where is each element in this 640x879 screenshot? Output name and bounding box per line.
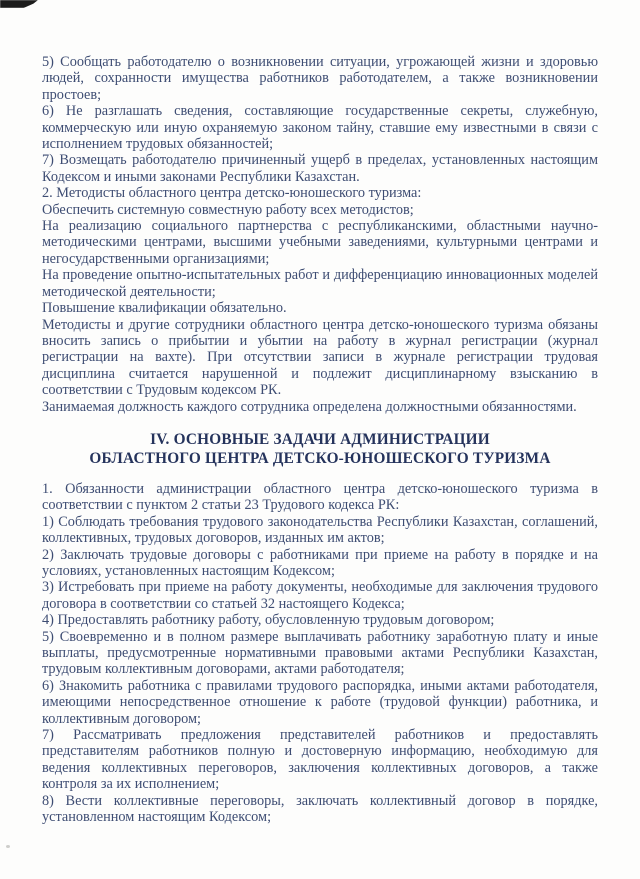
paragraph: 7) Возмещать работодателю причиненный ущерб в пределах, установленных настоящим Кодексом и иными законами Республики Казахстан.: [42, 152, 598, 185]
paragraph: 5) Сообщать работодателю о возникновении ситуации, угрожающей жизни и здоровью людей, сохранности имущества работников работодателем, а также возникновении простоев;: [42, 54, 598, 103]
scan-artifact-corner-mark: [0, 0, 38, 8]
document-content: [42, 54, 598, 825]
section-administration-duties: [42, 481, 598, 826]
paragraph: 3) Истребовать при приеме на работу документы, необходимые для заключения трудового договора в соответствии со статьей 32 настоящего Кодекса;: [42, 579, 598, 612]
paragraph: 1) Соблюдать требования трудового законодательства Республики Казахстан, соглашений, коллективных, трудовых договоров, изданных им актов;: [42, 513, 598, 547]
paragraph: На реализацию социального партнерства с республиканскими, областными научно-методическими центрами, высшими учебными заведениями, культурными центрами и негосударственными организациями;: [42, 218, 598, 267]
section-4-heading-line-1: IV. ОСНОВНЫЕ ЗАДАЧИ АДМИНИСТРАЦИИ: [150, 430, 490, 448]
section-4-heading: [42, 430, 598, 468]
section-4-heading-line-2: ОБЛАСТНОГО ЦЕНТРА ДЕТСКО-ЮНОШЕСКОГО ТУРИЗМА: [89, 449, 551, 467]
paragraph: Методисты и другие сотрудники областного центра детско-юношеского туризма обязаны вносить запись о прибытии и убытии на работу в журнал регистрации (журнал регистрации на вахте). При отсутствии записи в журнале регистрации трудовая дисциплина считается нарушенной и подлежит дисциплинарному взысканию в соответствии с Трудовым кодексом РК.: [42, 316, 598, 399]
paragraph: 6) Не разглашать сведения, составляющие государственные секреты, служебную, коммерческую или иную охраняемую законом тайну, ставшие ему известными в связи с исполнением трудовых обязанностей;: [42, 103, 598, 153]
paragraph: Обеспечить системную совместную работу всех методистов;: [42, 201, 414, 218]
paragraph: 6) Знакомить работника с правилами трудового распорядка, иными актами работодателя, имеющими непосредственное отношение к работе (трудовой функции) работника, и коллективным договором;: [42, 677, 598, 727]
scan-noise-speck: [6, 845, 10, 848]
paragraph: 5) Своевременно и в полном размере выплачивать работнику заработную плату и иные выплаты, предусмотренные нормативными правовыми актами Республики Казахстан, трудовым коллективным договорами, актами работодателя;: [42, 628, 598, 678]
paragraph: 4) Предоставлять работнику работу, обусловленную трудовым договором;: [42, 612, 495, 629]
paragraph: 2. Методисты областного центра детско-юношеского туризма:: [42, 185, 422, 202]
paragraph: Повышение квалификации обязательно.: [42, 300, 287, 317]
paragraph: 2) Заключать трудовые договоры с работниками при приеме на работу в порядке и на условиях, установленных настоящим Кодексом;: [42, 546, 598, 579]
paragraph: 1. Обязанности администрации областного центра детско-юношеского туризма в соответствии с пунктом 2 статьи 23 Трудового кодекса РК:: [42, 480, 598, 514]
paragraph: 7) Рассматривать предложения представителей работников и предоставлять представителям работников полную и достоверную информацию, необходимую для ведения коллективных переговоров, заключения коллективных договоров, а также контроля за их исполнением;: [42, 727, 598, 793]
section-employee-duties-continuation: [42, 54, 598, 415]
paragraph: На проведение опытно-испытательных работ и дифференциацию инновационных моделей методической деятельности;: [42, 267, 598, 300]
paragraph: Занимаемая должность каждого сотрудника определена должностными обязанностями.: [42, 398, 577, 415]
paragraph: 8) Вести коллективные переговоры, заключать коллективный договор в порядке, установленном настоящим Кодексом;: [42, 792, 598, 826]
